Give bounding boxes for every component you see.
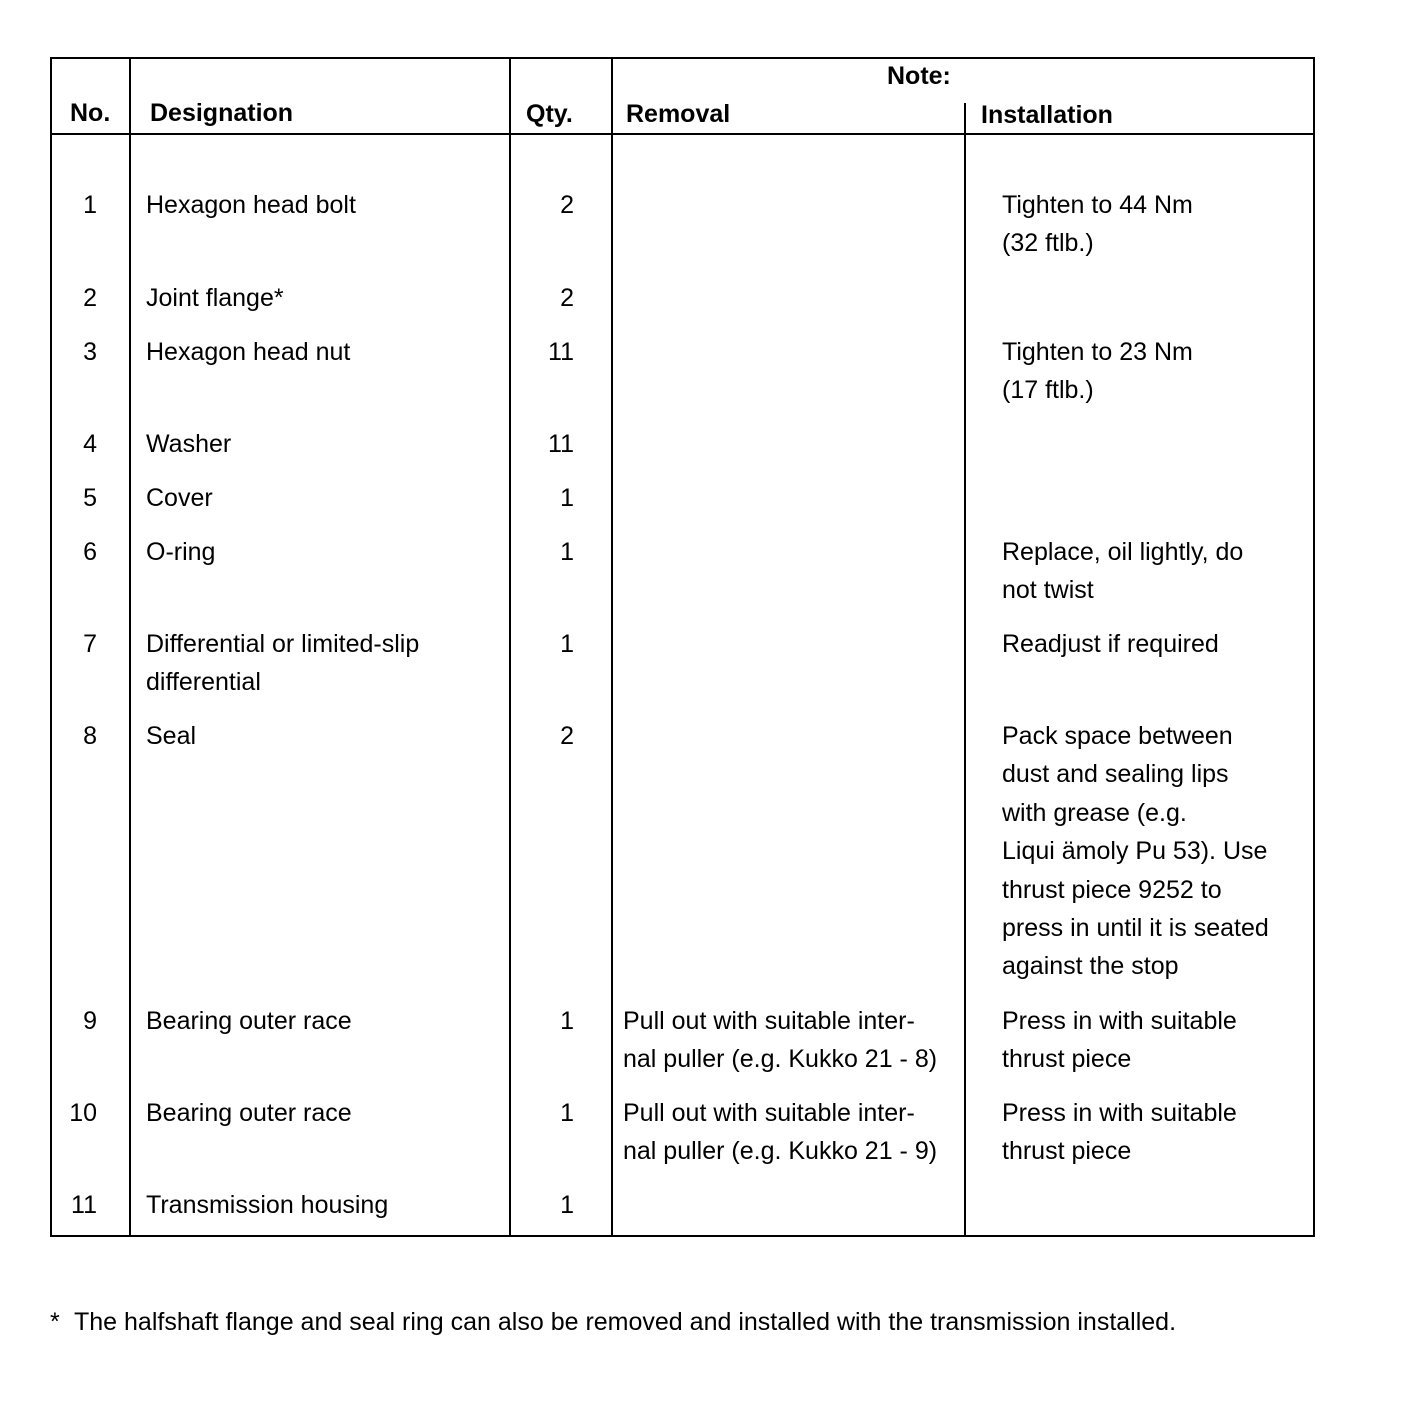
row-installation-line: dust and sealing lips [1002,760,1229,789]
header-divider [50,133,1315,135]
row-installation [1002,625,1219,663]
footnote [50,1303,1250,1341]
row-installation [1002,333,1193,410]
row-installation-line: Tighten to 44 Nm [1002,191,1193,219]
row-designation [146,1094,352,1132]
row-designation [146,625,419,702]
row-quantity: 1 [560,1007,574,1035]
row-number: 5 [83,484,97,512]
row-designation-line: Bearing outer race [146,1007,352,1035]
row-quantity: 1 [560,538,574,566]
row-designation-line: O-ring [146,538,216,566]
row-designation-line: Washer [146,430,232,458]
row-installation-line: thrust piece [1002,1137,1132,1166]
row-installation-line: Replace, oil lightly, do [1002,538,1244,566]
row-installation [1002,186,1193,263]
row-designation [146,186,356,224]
row-installation-line: Pack space between [1002,722,1233,750]
header-installation: Installation [981,101,1113,129]
column-divider [964,103,966,1237]
row-installation [1002,533,1243,610]
row-installation-line: press in until it is seated [1002,914,1269,943]
footnote-text: The halfshaft flange and seal ring can also be removed and installed with the transmission installed. [74,1308,1177,1336]
row-quantity: 1 [560,484,574,512]
column-divider [129,57,131,1237]
row-designation-line: Differential or limited-slip [146,630,420,658]
row-quantity: 2 [560,191,574,219]
row-installation-line: thrust piece [1002,1045,1132,1074]
row-designation [146,333,350,371]
row-number: 6 [83,538,97,566]
row-designation-line: Hexagon head nut [146,338,351,366]
row-removal-line: nal puller (e.g. Kukko 21 - 8) [623,1045,938,1074]
row-number: 2 [83,284,97,312]
row-designation [146,479,213,517]
row-number: 11 [71,1191,97,1219]
row-installation-line: thrust piece 9252 to [1002,875,1222,904]
row-removal-line: Pull out with suitable inter- [623,1099,915,1127]
row-designation-line: Transmission housing [146,1191,389,1219]
row-installation-line: Readjust if required [1002,630,1219,658]
row-designation-line: Bearing outer race [146,1099,352,1127]
row-number: 4 [83,430,97,458]
row-installation-line: Press in with suitable [1002,1007,1237,1035]
header-qty: Qty. [526,100,573,128]
row-installation-line: with grease (e.g. [1002,798,1187,827]
row-quantity: 1 [560,1191,574,1219]
row-installation-line: Press in with suitable [1002,1099,1237,1127]
row-quantity: 1 [560,1099,574,1127]
row-designation [146,279,284,317]
header-note: Note: [887,62,951,90]
row-designation [146,1002,352,1040]
row-number: 1 [83,191,97,219]
row-quantity: 2 [560,722,574,750]
header-removal: Removal [626,100,731,128]
row-quantity: 1 [560,630,574,658]
row-quantity: 2 [560,284,574,312]
row-designation-line: Joint flange* [146,284,284,312]
row-quantity: 11 [548,338,574,366]
row-installation [1002,1094,1237,1171]
row-installation-line: against the stop [1002,952,1179,981]
row-designation [146,1186,388,1224]
row-designation-line: differential [146,668,261,697]
header-designation: Designation [150,99,294,127]
row-installation-line: not twist [1002,576,1094,605]
row-designation [146,717,196,755]
row-number: 9 [83,1007,97,1035]
row-removal [623,1094,937,1171]
row-designation [146,425,231,463]
row-designation-line: Cover [146,484,213,512]
footnote-marker: * [50,1308,60,1336]
row-designation [146,533,215,571]
row-installation-line: (17 ftlb.) [1002,376,1094,405]
row-designation-line: Seal [146,722,197,750]
row-designation-line: Hexagon head bolt [146,191,356,219]
row-installation [1002,1002,1237,1079]
row-installation-line: Liqui ämoly Pu 53). Use [1002,837,1268,866]
row-installation-line: Tighten to 23 Nm [1002,338,1193,366]
row-removal [623,1002,937,1079]
column-divider [611,57,613,1237]
row-installation-line: (32 ftlb.) [1002,229,1094,258]
header-no: No. [70,99,111,127]
column-divider [509,57,511,1237]
row-installation [1002,717,1269,986]
row-number: 7 [83,630,97,658]
row-number: 8 [83,722,97,750]
row-removal-line: Pull out with suitable inter- [623,1007,915,1035]
row-quantity: 11 [548,430,574,458]
row-number: 3 [83,338,97,366]
row-removal-line: nal puller (e.g. Kukko 21 - 9) [623,1137,938,1166]
row-number: 10 [69,1099,97,1127]
